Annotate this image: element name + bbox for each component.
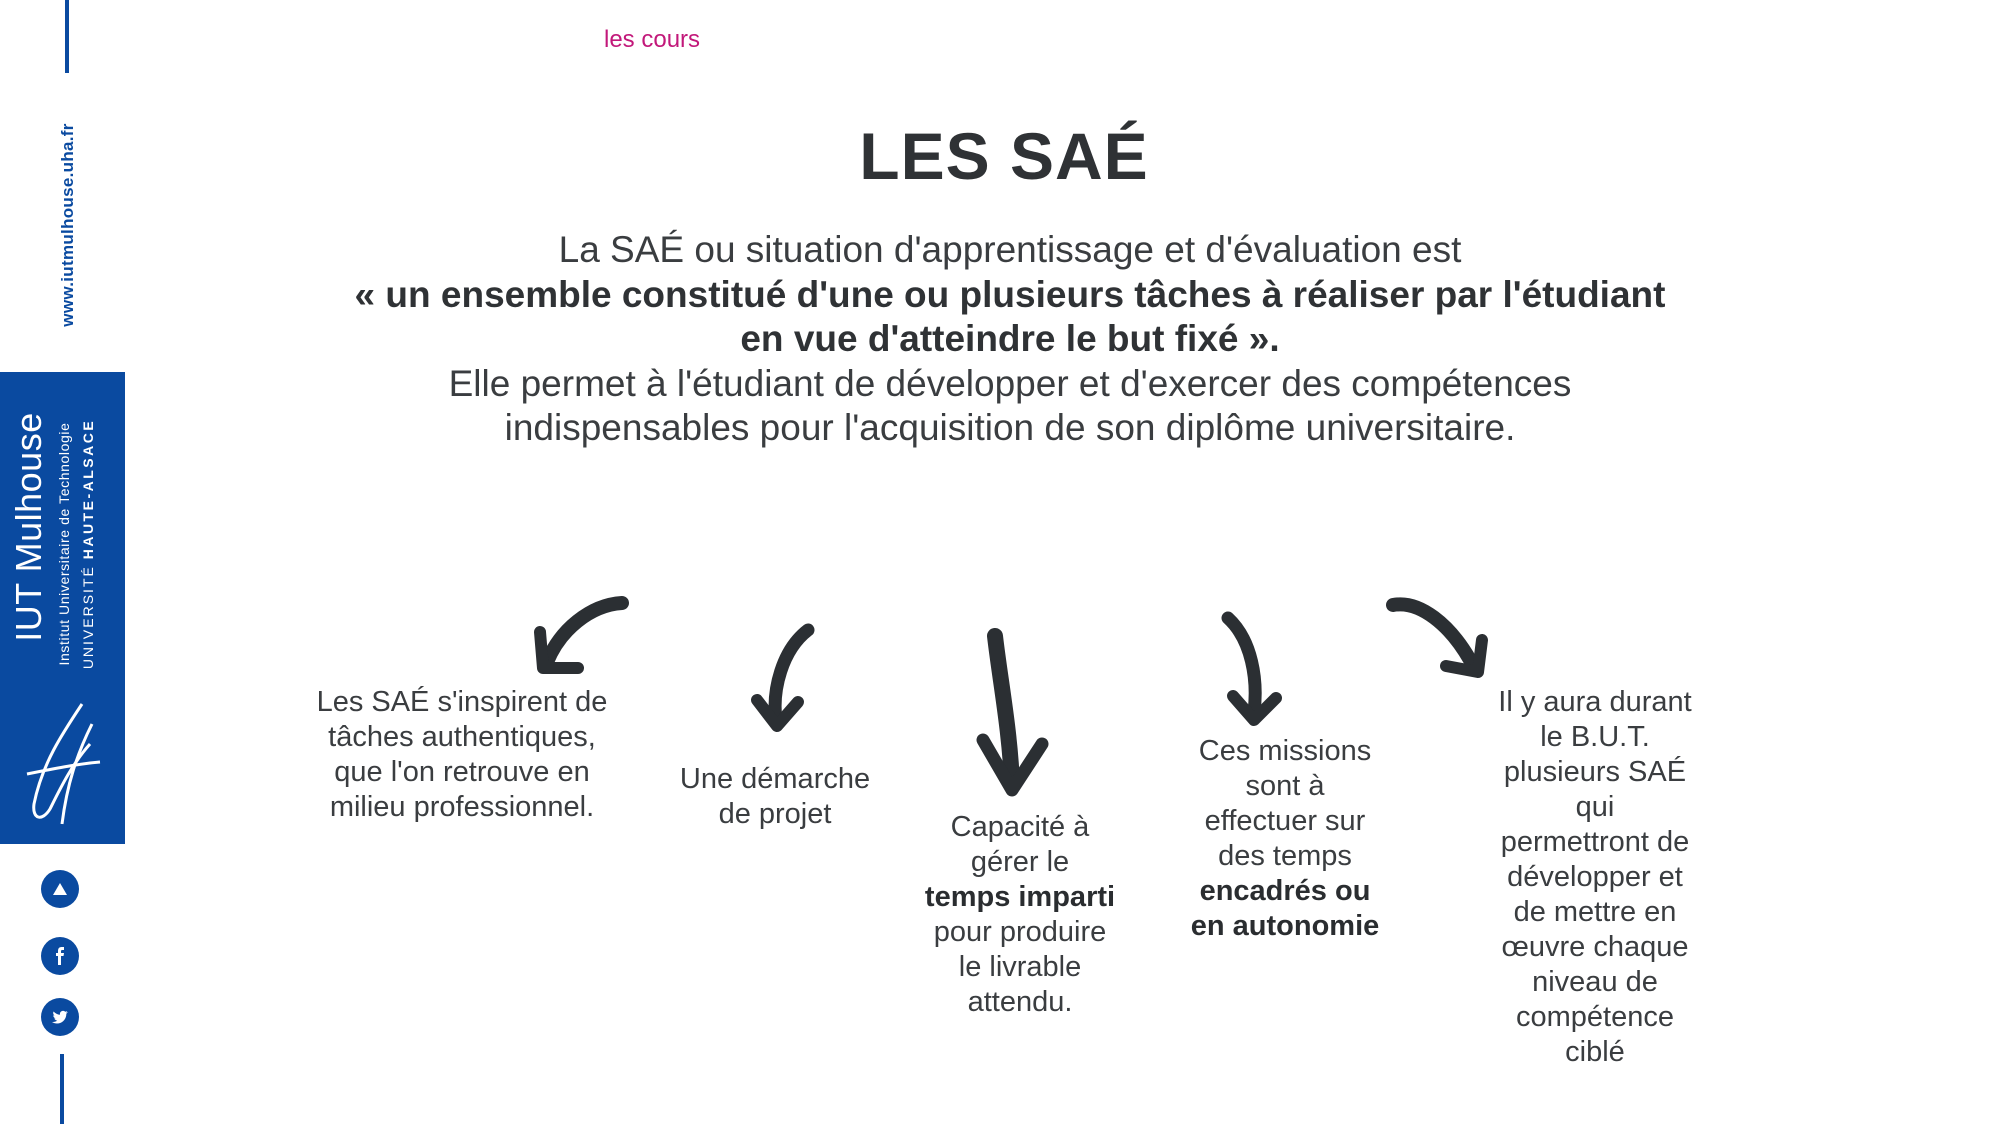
text-line-bold: encadrés ou — [1199, 875, 1371, 907]
text-line: Les SAÉ s'inspirent de — [316, 686, 608, 718]
text-line: Ces missions — [1198, 735, 1372, 767]
text-line: tâches authentiques, — [328, 721, 596, 753]
text-line: gérer le — [970, 846, 1070, 878]
logo-subtitle: Institut Universitaire de Technologie — [56, 422, 72, 666]
arrow-2-icon — [757, 630, 808, 726]
text-line: niveau de — [1532, 966, 1658, 998]
arrow-3-icon — [983, 636, 1042, 790]
text-line: des temps — [1218, 840, 1352, 872]
intro-quote-line-1: « un ensemble constitué d'une ou plusieurs tâches à réaliser par l'étudiant — [354, 273, 1666, 315]
text-line: Une démarche — [679, 763, 871, 795]
text-line: Capacité à — [950, 811, 1090, 843]
text-line: sont à — [1245, 770, 1325, 802]
text-line: milieu professionnel. — [329, 791, 595, 823]
text-line-bold: en autonomie — [1190, 910, 1380, 942]
arrow-4-icon — [1228, 618, 1276, 720]
text-line: de mettre en — [1513, 896, 1677, 928]
page-title: LES SAÉ — [859, 119, 1149, 193]
column-project-approach — [660, 762, 890, 832]
text-line: compétence — [1516, 1001, 1674, 1033]
text-line: de projet — [718, 798, 832, 830]
text-line: plusieurs SAÉ — [1503, 756, 1687, 788]
text-line: pour produire — [933, 916, 1107, 948]
arrow-5-icon — [1393, 604, 1482, 672]
column-time-management — [900, 810, 1140, 1020]
intro-line-3: Elle permet à l'étudiant de développer et d'exercer des compétences — [448, 362, 1572, 404]
text-line: œuvre chaque — [1501, 931, 1689, 963]
text-line-bold: temps imparti — [924, 881, 1116, 913]
column-missions — [1165, 734, 1405, 944]
text-line: Il y aura durant — [1498, 686, 1692, 718]
logo-name: IUT Mulhouse — [8, 412, 49, 642]
text-line: qui — [1575, 791, 1615, 823]
text-line: permettront de — [1500, 826, 1690, 858]
text-line: effectuer sur — [1204, 805, 1366, 837]
column-authentic-tasks — [292, 685, 632, 825]
text-line: le livrable — [958, 951, 1082, 983]
text-line: que l'on retrouve en — [334, 756, 590, 788]
section-label: les cours — [604, 26, 701, 53]
text-line: développer et — [1507, 861, 1683, 893]
text-line: ciblé — [1565, 1036, 1625, 1068]
intro-line-4: indispensables pour l'acquisition de son diplôme universitaire. — [504, 407, 1516, 448]
intro-quote-line-2: en vue d'atteindre le but fixé ». — [740, 318, 1280, 359]
logo-university: UNIVERSITÉ HAUTE-ALSACE — [80, 418, 96, 670]
text-line: attendu. — [967, 986, 1073, 1018]
column-but-program — [1465, 685, 1725, 1070]
arrow-1-icon — [540, 603, 622, 668]
text-line: le B.U.T. — [1540, 721, 1650, 753]
website-url[interactable]: www.iutmulhouse.uha.fr — [58, 123, 77, 327]
intro-line-1: La SAÉ ou situation d'apprentissage et d'évaluation est — [558, 229, 1462, 270]
